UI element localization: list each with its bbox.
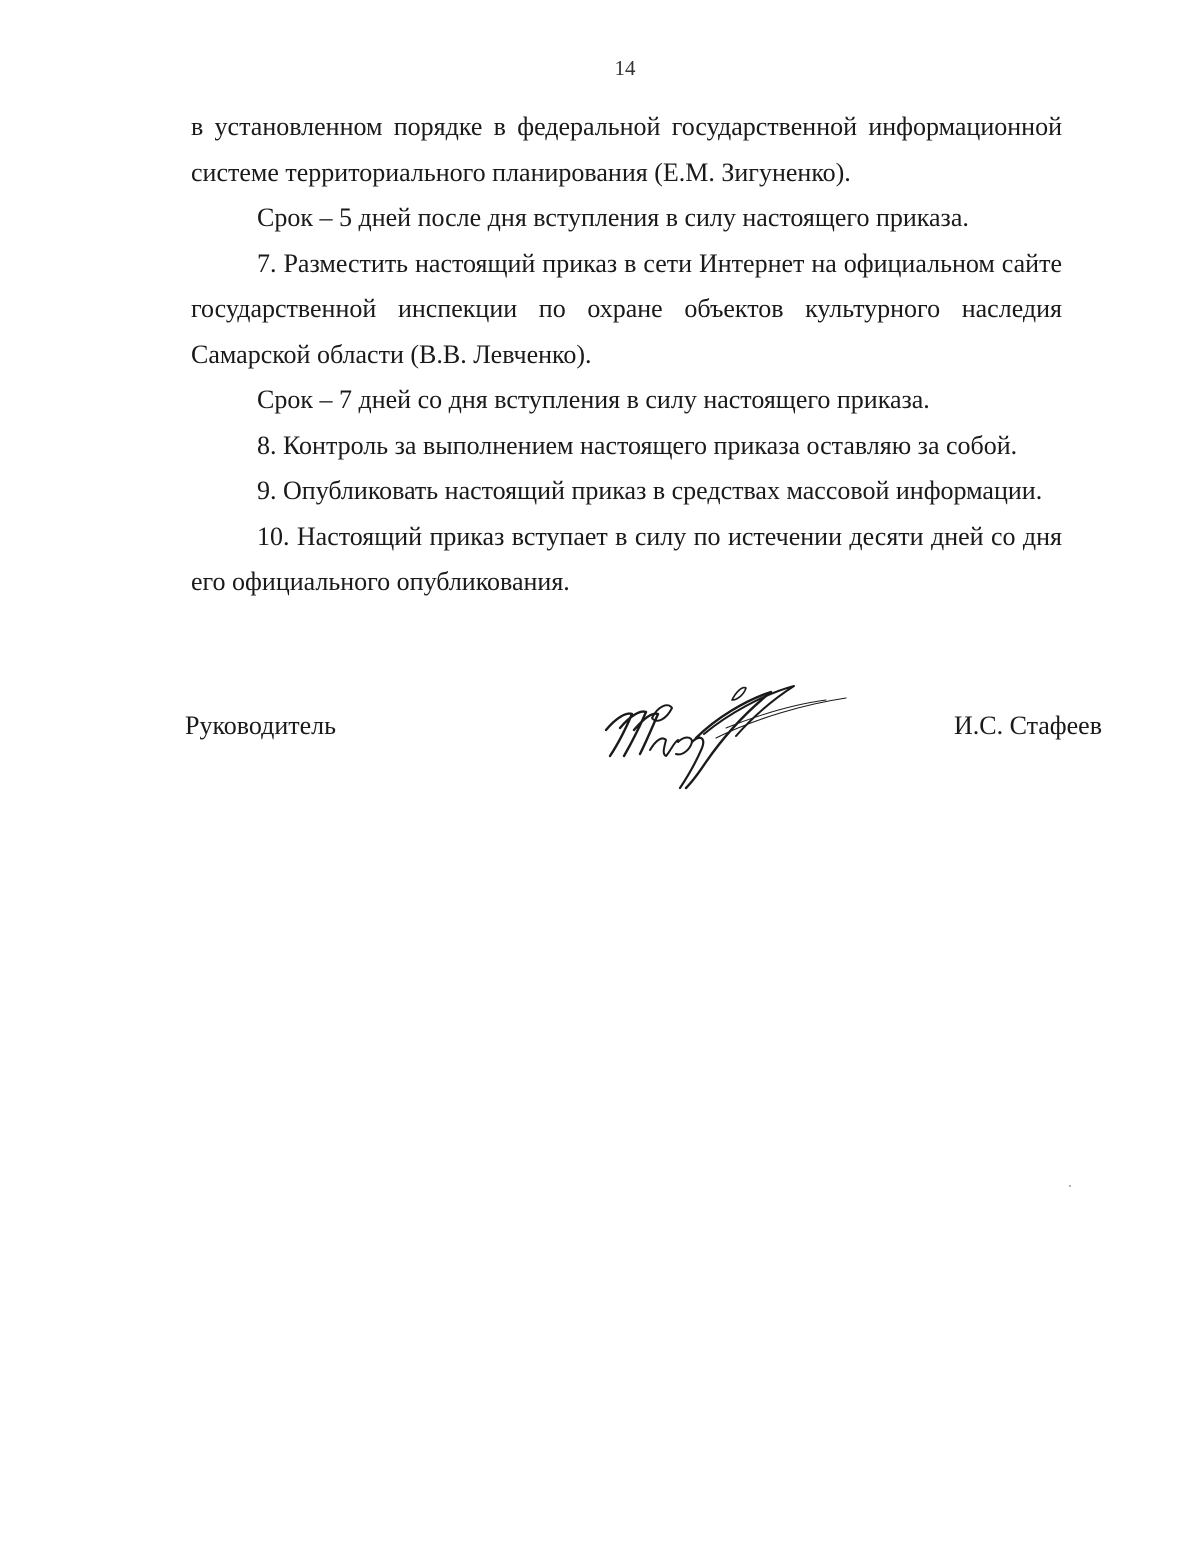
paragraph-item-7: 7. Разместить настоящий приказ в сети Интернет на официальном сайте государственной инспекции по охране объектов культурного наследия Самарской области (В.В. Левченко). [191,248,1062,369]
paragraph-continuation: в установленном порядке в федеральной государственной информационной системе территориального планирования (Е.М. Зигуненко). [191,112,1062,187]
paragraph-deadline-7-days: Срок – 7 дней со дня вступления в силу настоящего приказа. [257,385,930,414]
signatory-position: Руководитель [185,711,336,740]
paragraph-item-9: 9. Опубликовать настоящий приказ в средствах массовой информации. [257,476,1043,505]
paragraph-deadline-5-days: Срок – 5 дней после дня вступления в силу настоящего приказа. [257,203,969,232]
paragraph-item-8: 8. Контроль за выполнением настоящего приказа оставляю за собой. [257,430,1018,460]
paragraph-item-10: 10. Настоящий приказ вступает в силу по истечении десяти дней со дня его официального опубликования. [191,521,1062,596]
document-body [191,104,1062,605]
signatory-name: И.С. Стафеев [953,711,1102,740]
handwritten-signature [596,678,856,793]
signature-block [0,670,1200,800]
page-number: 14 [614,56,636,80]
scan-speck [1069,1185,1071,1187]
